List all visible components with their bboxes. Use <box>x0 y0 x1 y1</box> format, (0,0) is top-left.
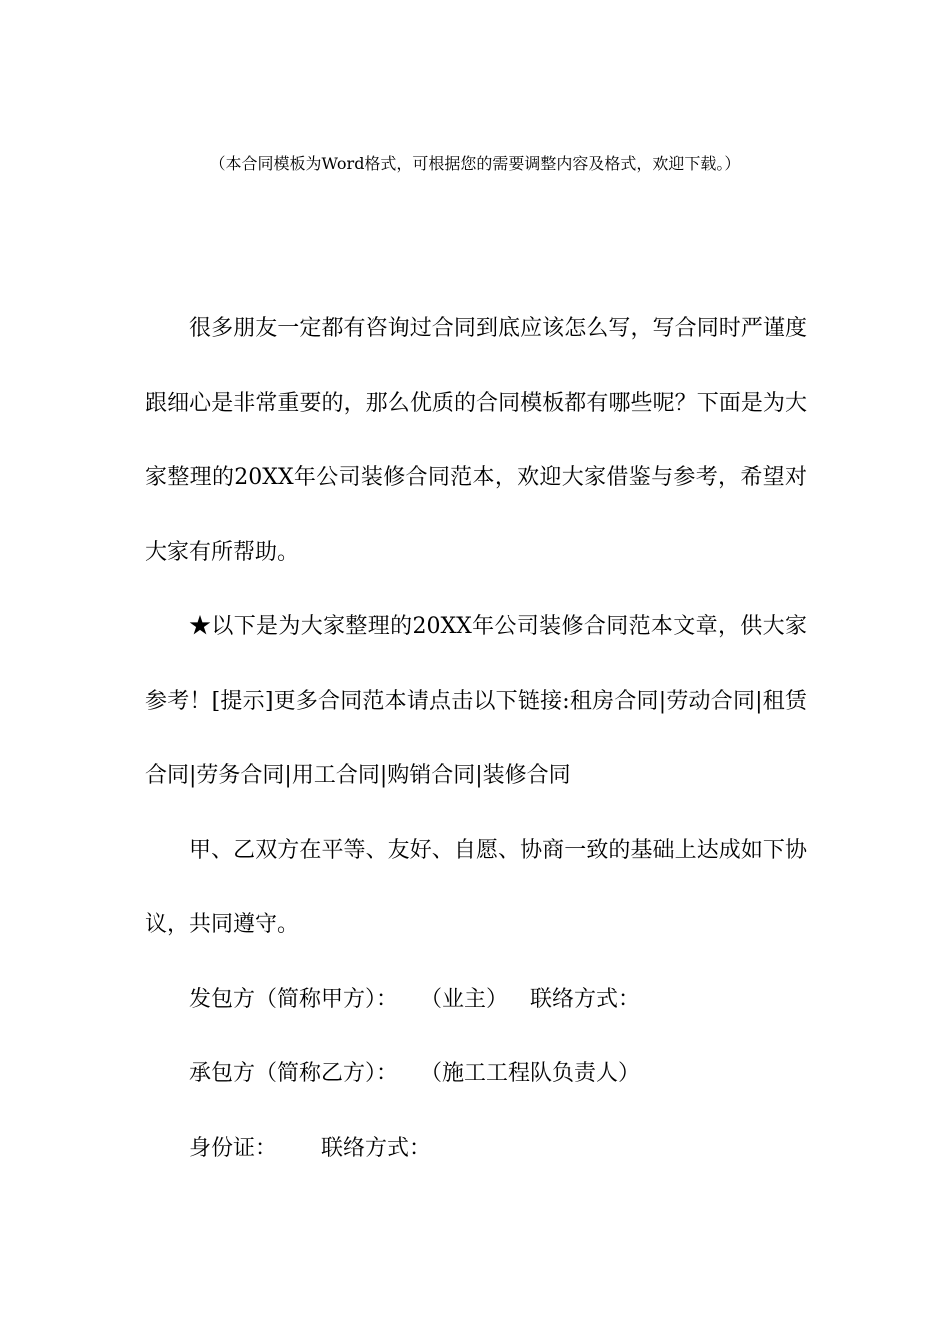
intro-paragraph: 很多朋友一定都有咨询过合同到底应该怎么写，写合同时严谨度跟细心是非常重要的，那么优质的合同模板都有哪些呢？下面是为大家整理的20XX年公司装修合同范本，欢迎大家借鉴与参考，希望对大家有所帮助。 <box>145 316 807 565</box>
template-note: （本合同模板为Word格式，可根据您的需要调整内容及格式，欢迎下载。） <box>209 154 741 173</box>
party-b-label: 承包方（简称乙方）： <box>189 1061 399 1086</box>
party-a-contact-label: 联络方式： <box>530 986 641 1012</box>
party-a-label: 发包方（简称甲方）： <box>189 986 399 1012</box>
id-label: 身份证： <box>189 1135 278 1161</box>
id-contact-label: 联络方式： <box>321 1135 432 1161</box>
party-b-row <box>145 1037 807 1112</box>
party-a-role: （业主） <box>420 986 509 1012</box>
party-a-row <box>145 963 807 1038</box>
tip-paragraph: ★以下是为大家整理的20XX年公司装修合同范本文章，供大家参考！[提示]更多合同范本请点击以下链接:租房合同|劳动合同|租赁合同|劳务合同|用工合同|购销合同|装修合同 <box>145 614 807 788</box>
party-b-role: （施工工程队负责人） <box>420 1061 641 1086</box>
agreement-paragraph: 甲、乙双方在平等、友好、自愿、协商一致的基础上达成如下协议，共同遵守。 <box>145 837 807 937</box>
document-body <box>145 292 807 1186</box>
id-row <box>145 1112 807 1187</box>
